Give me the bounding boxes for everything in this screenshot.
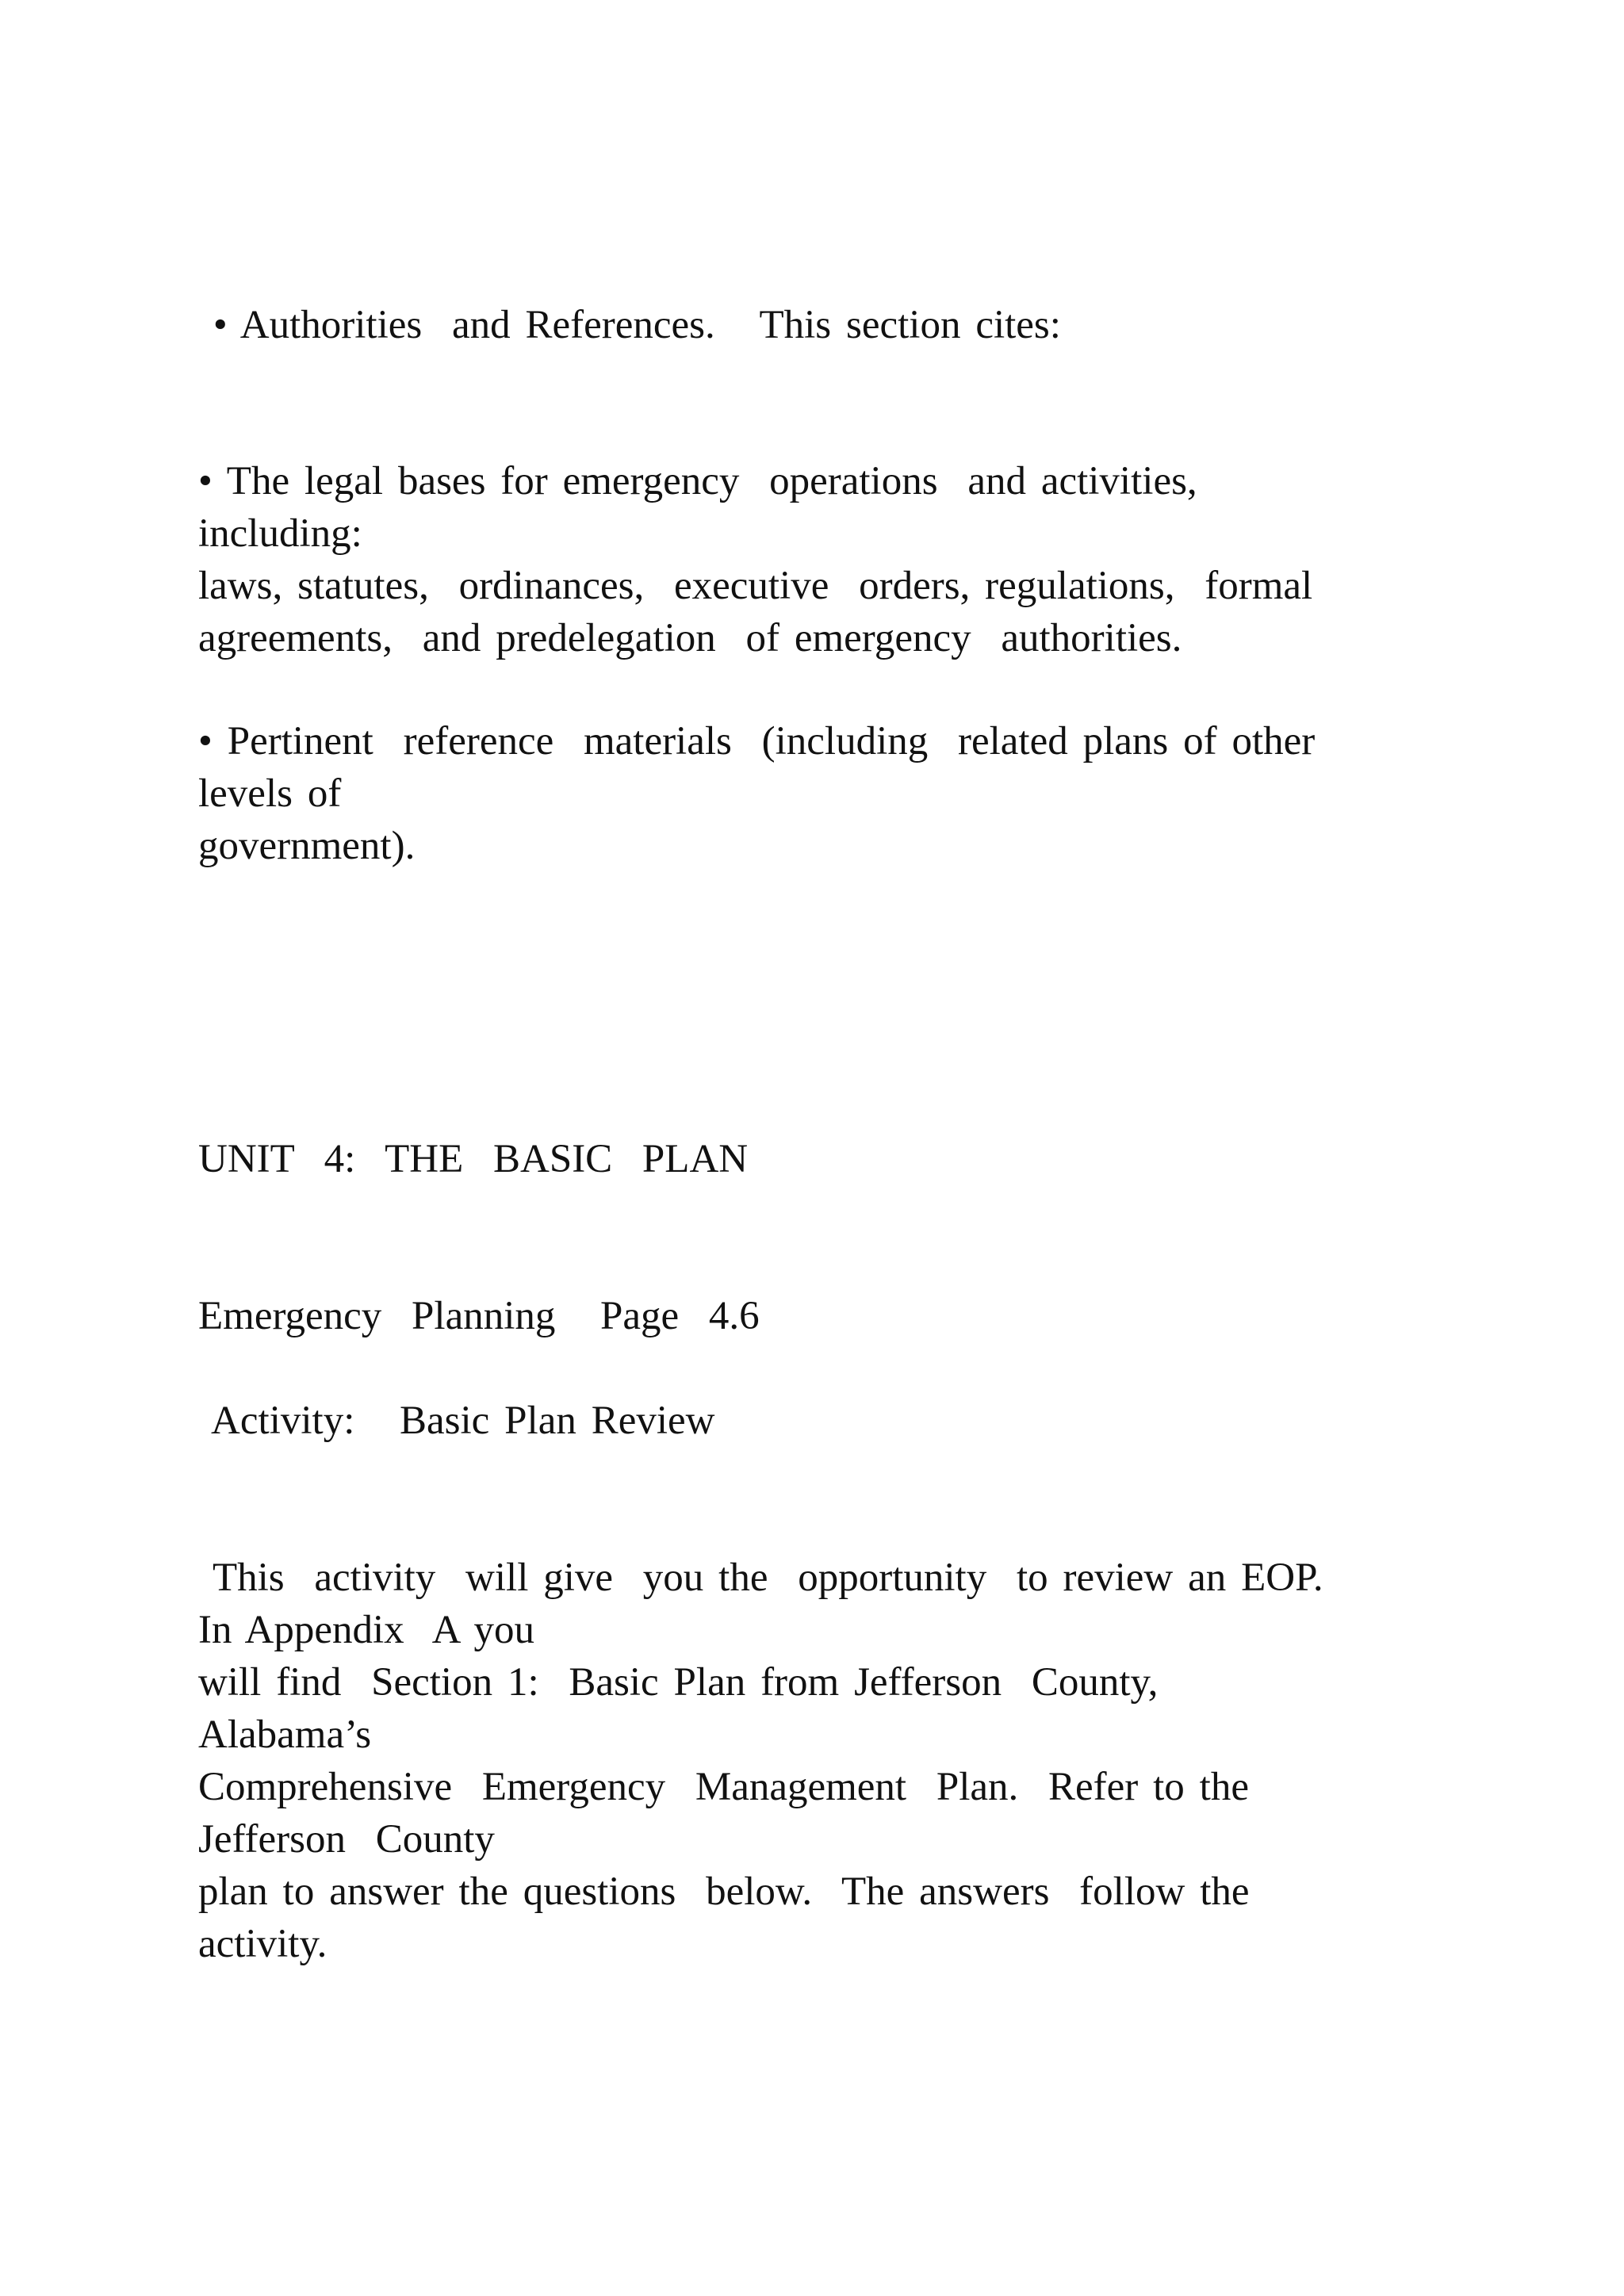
paragraph-line: In Appendix A you — [198, 1608, 534, 1652]
authorities-intro: • Authorities and References. This section cites: — [198, 303, 1061, 347]
paragraph-line: • The legal bases for emergency operations and activities, — [198, 459, 1197, 503]
page-header: Emergency Planning Page 4.6 — [198, 1294, 760, 1338]
paragraph-line: This activity will give you the opportunity to review an EOP. — [198, 1556, 1323, 1600]
paragraph-line: agreements, and predelegation of emergency authorities. — [198, 616, 1182, 660]
paragraph-line: activity. — [198, 1922, 327, 1966]
paragraph-line: laws, statutes, ordinances, executive orders, regulations, formal — [198, 564, 1313, 608]
activity-title: Activity: Basic Plan Review — [198, 1399, 715, 1443]
paragraph-line: will find Section 1: Basic Plan from Jefferson County, — [198, 1660, 1159, 1705]
paragraph-line: including: — [198, 511, 362, 556]
paragraph-line: Jefferson County — [198, 1817, 495, 1862]
paragraph-line: Comprehensive Emergency Management Plan. Refer to the — [198, 1765, 1249, 1809]
paragraph-line: • Pertinent reference materials (including related plans of other — [198, 719, 1316, 763]
paragraph-line: government). — [198, 824, 416, 868]
paragraph-line: plan to answer the questions below. The answers follow the — [198, 1869, 1250, 1914]
unit-title: UNIT 4: THE BASIC PLAN — [198, 1137, 749, 1181]
paragraph-line: Alabama’s — [198, 1712, 372, 1757]
paragraph-line: levels of — [198, 771, 342, 816]
